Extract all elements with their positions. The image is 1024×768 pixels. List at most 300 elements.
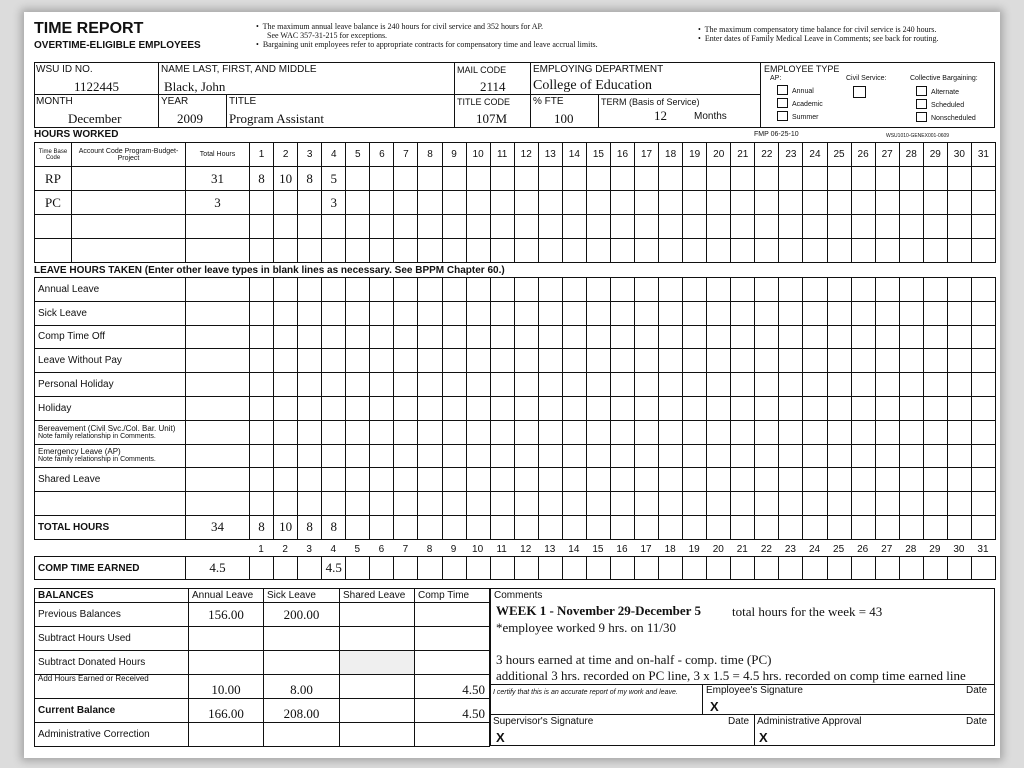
leave-day-cell[interactable] — [971, 325, 995, 349]
day-hours-cell[interactable] — [899, 191, 923, 215]
leave-day-cell[interactable] — [923, 396, 947, 420]
leave-day-cell[interactable] — [635, 325, 659, 349]
leave-day-cell[interactable] — [875, 349, 899, 373]
leave-day-cell[interactable] — [899, 444, 923, 468]
leave-day-cell[interactable] — [779, 373, 803, 397]
total-day-cell[interactable] — [370, 515, 394, 539]
leave-day-cell[interactable] — [610, 444, 634, 468]
leave-day-cell[interactable] — [538, 468, 562, 492]
day-hours-cell[interactable] — [971, 191, 995, 215]
day-hours-cell[interactable] — [370, 191, 394, 215]
leave-day-cell[interactable] — [731, 349, 755, 373]
day-hours-cell[interactable] — [635, 167, 659, 191]
leave-day-cell[interactable] — [274, 373, 298, 397]
leave-day-cell[interactable] — [923, 444, 947, 468]
leave-day-cell[interactable] — [370, 301, 394, 325]
leave-day-cell[interactable] — [298, 396, 322, 420]
comp-time-day-cell[interactable] — [466, 557, 490, 580]
day-hours-cell[interactable] — [370, 215, 394, 239]
leave-day-cell[interactable] — [683, 444, 707, 468]
leave-total-cell[interactable] — [186, 325, 250, 349]
leave-day-cell[interactable] — [370, 373, 394, 397]
day-hours-cell[interactable] — [947, 167, 971, 191]
leave-day-cell[interactable] — [490, 492, 514, 516]
balance-value-cell[interactable] — [340, 627, 415, 651]
day-hours-cell[interactable] — [707, 167, 731, 191]
leave-total-cell[interactable] — [186, 349, 250, 373]
balance-value-cell[interactable] — [415, 651, 490, 675]
day-hours-cell[interactable] — [562, 239, 586, 263]
day-hours-cell[interactable] — [971, 167, 995, 191]
total-day-cell[interactable] — [538, 515, 562, 539]
leave-day-cell[interactable] — [707, 301, 731, 325]
leave-day-cell[interactable] — [442, 349, 466, 373]
day-hours-cell[interactable] — [514, 239, 538, 263]
leave-day-cell[interactable] — [346, 325, 370, 349]
leave-day-cell[interactable] — [490, 301, 514, 325]
leave-day-cell[interactable] — [803, 468, 827, 492]
leave-day-cell[interactable] — [394, 444, 418, 468]
leave-day-cell[interactable] — [442, 420, 466, 444]
leave-total-cell[interactable] — [186, 420, 250, 444]
leave-day-cell[interactable] — [707, 278, 731, 302]
leave-day-cell[interactable] — [250, 396, 274, 420]
leave-day-cell[interactable] — [803, 278, 827, 302]
balance-value-cell[interactable] — [189, 723, 264, 747]
leave-day-cell[interactable] — [659, 349, 683, 373]
leave-day-cell[interactable] — [755, 373, 779, 397]
leave-day-cell[interactable] — [899, 301, 923, 325]
leave-day-cell[interactable] — [490, 278, 514, 302]
leave-day-cell[interactable] — [707, 349, 731, 373]
total-hours-cell[interactable] — [186, 215, 250, 239]
leave-day-cell[interactable] — [442, 492, 466, 516]
balance-value-cell[interactable]: 4.50 — [415, 699, 490, 723]
leave-day-cell[interactable] — [586, 349, 610, 373]
leave-day-cell[interactable] — [731, 396, 755, 420]
account-code-cell[interactable] — [72, 239, 186, 263]
leave-day-cell[interactable] — [322, 301, 346, 325]
balance-value-cell[interactable] — [189, 627, 264, 651]
total-day-cell[interactable] — [490, 515, 514, 539]
leave-day-cell[interactable] — [514, 444, 538, 468]
leave-day-cell[interactable] — [298, 278, 322, 302]
leave-day-cell[interactable] — [538, 349, 562, 373]
leave-day-cell[interactable] — [707, 325, 731, 349]
leave-day-cell[interactable] — [394, 468, 418, 492]
leave-day-cell[interactable] — [250, 420, 274, 444]
leave-day-cell[interactable] — [514, 325, 538, 349]
leave-day-cell[interactable] — [923, 301, 947, 325]
leave-day-cell[interactable] — [707, 373, 731, 397]
leave-day-cell[interactable] — [827, 468, 851, 492]
leave-day-cell[interactable] — [923, 349, 947, 373]
leave-day-cell[interactable] — [346, 301, 370, 325]
total-day-cell[interactable] — [683, 515, 707, 539]
leave-total-cell[interactable] — [186, 468, 250, 492]
comp-time-day-cell[interactable] — [707, 557, 731, 580]
leave-day-cell[interactable] — [803, 492, 827, 516]
day-hours-cell[interactable] — [298, 191, 322, 215]
leave-day-cell[interactable] — [947, 349, 971, 373]
leave-day-cell[interactable] — [803, 325, 827, 349]
leave-day-cell[interactable] — [394, 278, 418, 302]
comp-time-day-cell[interactable] — [683, 557, 707, 580]
day-hours-cell[interactable] — [466, 239, 490, 263]
day-hours-cell[interactable] — [851, 191, 875, 215]
leave-day-cell[interactable] — [466, 278, 490, 302]
balance-value-cell[interactable] — [264, 651, 340, 675]
balance-value-cell[interactable] — [415, 627, 490, 651]
day-hours-cell[interactable] — [586, 239, 610, 263]
leave-day-cell[interactable] — [586, 301, 610, 325]
leave-day-cell[interactable] — [418, 278, 442, 302]
leave-day-cell[interactable] — [899, 325, 923, 349]
day-hours-cell[interactable] — [659, 215, 683, 239]
leave-day-cell[interactable] — [418, 492, 442, 516]
day-hours-cell[interactable] — [659, 191, 683, 215]
comp-time-day-cell[interactable] — [803, 557, 827, 580]
leave-day-cell[interactable] — [370, 420, 394, 444]
ap-academic-checkbox[interactable] — [777, 98, 788, 108]
total-day-cell[interactable]: 8 — [250, 515, 274, 539]
comp-time-day-cell[interactable] — [851, 557, 875, 580]
leave-day-cell[interactable] — [274, 420, 298, 444]
leave-day-cell[interactable] — [851, 492, 875, 516]
leave-day-cell[interactable] — [707, 492, 731, 516]
leave-day-cell[interactable] — [635, 444, 659, 468]
comp-time-day-cell[interactable] — [755, 557, 779, 580]
day-hours-cell[interactable] — [322, 239, 346, 263]
leave-day-cell[interactable] — [779, 444, 803, 468]
comp-time-day-cell[interactable] — [610, 557, 634, 580]
day-hours-cell[interactable] — [779, 167, 803, 191]
leave-day-cell[interactable] — [514, 301, 538, 325]
balance-value-cell[interactable]: 10.00 — [189, 675, 264, 699]
civil-service-checkbox[interactable] — [853, 86, 866, 98]
leave-day-cell[interactable] — [947, 420, 971, 444]
balance-value-cell[interactable] — [340, 675, 415, 699]
leave-day-cell[interactable] — [947, 396, 971, 420]
leave-day-cell[interactable] — [875, 468, 899, 492]
leave-day-cell[interactable] — [851, 396, 875, 420]
leave-total-cell[interactable] — [186, 301, 250, 325]
leave-day-cell[interactable] — [947, 444, 971, 468]
leave-day-cell[interactable] — [851, 444, 875, 468]
day-hours-cell[interactable] — [707, 191, 731, 215]
comp-time-day-cell[interactable] — [514, 557, 538, 580]
leave-day-cell[interactable] — [683, 420, 707, 444]
leave-day-cell[interactable] — [346, 444, 370, 468]
comp-time-day-cell[interactable] — [779, 557, 803, 580]
bargain-nonscheduled-checkbox[interactable] — [916, 112, 927, 122]
leave-day-cell[interactable] — [610, 325, 634, 349]
day-hours-cell[interactable] — [442, 239, 466, 263]
leave-day-cell[interactable] — [562, 444, 586, 468]
leave-day-cell[interactable] — [971, 301, 995, 325]
total-day-cell[interactable] — [610, 515, 634, 539]
leave-day-cell[interactable] — [971, 396, 995, 420]
leave-day-cell[interactable] — [274, 278, 298, 302]
leave-day-cell[interactable] — [731, 373, 755, 397]
day-hours-cell[interactable]: 10 — [274, 167, 298, 191]
leave-day-cell[interactable] — [779, 396, 803, 420]
leave-day-cell[interactable] — [659, 444, 683, 468]
balance-value-cell[interactable]: 8.00 — [264, 675, 340, 699]
day-hours-cell[interactable] — [779, 215, 803, 239]
leave-day-cell[interactable] — [731, 325, 755, 349]
day-hours-cell[interactable] — [466, 191, 490, 215]
day-hours-cell[interactable] — [683, 215, 707, 239]
total-day-cell[interactable] — [875, 515, 899, 539]
total-day-cell[interactable] — [659, 515, 683, 539]
leave-day-cell[interactable] — [875, 420, 899, 444]
leave-day-cell[interactable] — [298, 349, 322, 373]
total-day-cell[interactable] — [466, 515, 490, 539]
leave-day-cell[interactable] — [707, 444, 731, 468]
balance-value-cell[interactable] — [189, 651, 264, 675]
leave-day-cell[interactable] — [971, 349, 995, 373]
leave-day-cell[interactable] — [875, 325, 899, 349]
leave-day-cell[interactable] — [250, 468, 274, 492]
leave-day-cell[interactable] — [466, 396, 490, 420]
day-hours-cell[interactable] — [346, 239, 370, 263]
leave-day-cell[interactable] — [322, 349, 346, 373]
total-day-cell[interactable] — [899, 515, 923, 539]
day-hours-cell[interactable] — [683, 239, 707, 263]
day-hours-cell[interactable] — [610, 215, 634, 239]
leave-day-cell[interactable] — [923, 420, 947, 444]
day-hours-cell[interactable] — [947, 191, 971, 215]
balance-value-cell[interactable]: 156.00 — [189, 603, 264, 627]
leave-day-cell[interactable] — [322, 373, 346, 397]
day-hours-cell[interactable] — [875, 239, 899, 263]
leave-day-cell[interactable] — [394, 325, 418, 349]
day-hours-cell[interactable] — [971, 215, 995, 239]
leave-day-cell[interactable] — [322, 396, 346, 420]
leave-day-cell[interactable] — [538, 420, 562, 444]
leave-day-cell[interactable] — [562, 278, 586, 302]
day-hours-cell[interactable] — [514, 167, 538, 191]
day-hours-cell[interactable] — [755, 167, 779, 191]
leave-day-cell[interactable] — [514, 468, 538, 492]
leave-day-cell[interactable] — [394, 301, 418, 325]
bargain-scheduled-checkbox[interactable] — [916, 99, 927, 109]
leave-day-cell[interactable] — [442, 278, 466, 302]
day-hours-cell[interactable] — [803, 239, 827, 263]
day-hours-cell[interactable] — [947, 239, 971, 263]
leave-day-cell[interactable] — [947, 373, 971, 397]
day-hours-cell[interactable] — [250, 239, 274, 263]
day-hours-cell[interactable] — [803, 191, 827, 215]
leave-day-cell[interactable] — [538, 301, 562, 325]
leave-day-cell[interactable] — [322, 420, 346, 444]
leave-day-cell[interactable] — [274, 468, 298, 492]
leave-day-cell[interactable] — [274, 396, 298, 420]
leave-day-cell[interactable] — [827, 396, 851, 420]
leave-day-cell[interactable] — [490, 468, 514, 492]
total-day-cell[interactable] — [971, 515, 995, 539]
total-day-cell[interactable] — [947, 515, 971, 539]
comp-time-day-cell[interactable] — [274, 557, 298, 580]
admin-approval-x[interactable]: X — [759, 730, 768, 745]
leave-day-cell[interactable] — [274, 444, 298, 468]
leave-day-cell[interactable] — [779, 301, 803, 325]
leave-day-cell[interactable] — [538, 278, 562, 302]
day-hours-cell[interactable] — [586, 167, 610, 191]
leave-day-cell[interactable] — [635, 301, 659, 325]
leave-day-cell[interactable] — [875, 278, 899, 302]
leave-day-cell[interactable] — [851, 420, 875, 444]
leave-day-cell[interactable] — [971, 444, 995, 468]
day-hours-cell[interactable] — [827, 215, 851, 239]
leave-day-cell[interactable] — [731, 420, 755, 444]
day-hours-cell[interactable] — [442, 191, 466, 215]
balance-value-cell[interactable] — [264, 723, 340, 747]
leave-day-cell[interactable] — [755, 278, 779, 302]
leave-day-cell[interactable] — [899, 420, 923, 444]
leave-day-cell[interactable] — [827, 349, 851, 373]
leave-day-cell[interactable] — [731, 468, 755, 492]
leave-day-cell[interactable] — [803, 444, 827, 468]
leave-day-cell[interactable] — [514, 420, 538, 444]
leave-day-cell[interactable] — [322, 492, 346, 516]
comp-time-day-cell[interactable] — [899, 557, 923, 580]
comp-time-day-cell[interactable] — [659, 557, 683, 580]
leave-day-cell[interactable] — [851, 468, 875, 492]
day-hours-cell[interactable] — [538, 239, 562, 263]
leave-day-cell[interactable] — [755, 444, 779, 468]
day-hours-cell[interactable] — [635, 239, 659, 263]
leave-day-cell[interactable] — [610, 373, 634, 397]
day-hours-cell[interactable] — [322, 215, 346, 239]
leave-day-cell[interactable] — [322, 278, 346, 302]
leave-day-cell[interactable] — [731, 492, 755, 516]
leave-day-cell[interactable] — [899, 278, 923, 302]
grand-total-cell[interactable]: 34 — [186, 515, 250, 539]
leave-day-cell[interactable] — [514, 492, 538, 516]
leave-day-cell[interactable] — [466, 420, 490, 444]
leave-day-cell[interactable] — [731, 444, 755, 468]
leave-day-cell[interactable] — [466, 349, 490, 373]
total-day-cell[interactable] — [418, 515, 442, 539]
leave-day-cell[interactable] — [731, 278, 755, 302]
title-code-value[interactable]: 107M — [476, 111, 508, 126]
leave-day-cell[interactable] — [683, 396, 707, 420]
leave-day-cell[interactable] — [562, 420, 586, 444]
leave-day-cell[interactable] — [322, 468, 346, 492]
total-hours-cell[interactable]: 3 — [186, 191, 250, 215]
leave-day-cell[interactable] — [875, 492, 899, 516]
day-hours-cell[interactable] — [803, 215, 827, 239]
leave-day-cell[interactable] — [635, 420, 659, 444]
leave-day-cell[interactable] — [683, 468, 707, 492]
leave-day-cell[interactable] — [635, 492, 659, 516]
leave-day-cell[interactable] — [947, 301, 971, 325]
leave-day-cell[interactable] — [683, 373, 707, 397]
day-hours-cell[interactable] — [683, 191, 707, 215]
day-hours-cell[interactable] — [779, 239, 803, 263]
comp-time-day-cell[interactable] — [442, 557, 466, 580]
leave-day-cell[interactable] — [250, 349, 274, 373]
leave-day-cell[interactable] — [635, 373, 659, 397]
leave-day-cell[interactable] — [466, 373, 490, 397]
leave-day-cell[interactable] — [610, 420, 634, 444]
time-base-code-cell[interactable]: RP — [35, 167, 72, 191]
leave-day-cell[interactable] — [803, 373, 827, 397]
leave-day-cell[interactable] — [923, 325, 947, 349]
leave-day-cell[interactable] — [635, 278, 659, 302]
leave-day-cell[interactable] — [346, 492, 370, 516]
comp-time-total-cell[interactable]: 4.5 — [186, 557, 250, 580]
account-code-cell[interactable] — [72, 167, 186, 191]
leave-day-cell[interactable] — [803, 396, 827, 420]
comp-time-day-cell[interactable] — [250, 557, 274, 580]
day-hours-cell[interactable] — [707, 239, 731, 263]
day-hours-cell[interactable] — [466, 167, 490, 191]
balance-value-cell[interactable] — [340, 699, 415, 723]
leave-day-cell[interactable] — [803, 301, 827, 325]
leave-day-cell[interactable] — [707, 396, 731, 420]
leave-day-cell[interactable] — [274, 301, 298, 325]
leave-day-cell[interactable] — [586, 444, 610, 468]
leave-day-cell[interactable] — [779, 278, 803, 302]
day-hours-cell[interactable] — [899, 239, 923, 263]
leave-day-cell[interactable] — [466, 492, 490, 516]
day-hours-cell[interactable] — [923, 167, 947, 191]
day-hours-cell[interactable] — [490, 215, 514, 239]
leave-day-cell[interactable] — [755, 325, 779, 349]
title-value[interactable]: Program Assistant — [229, 111, 324, 126]
day-hours-cell[interactable] — [442, 167, 466, 191]
leave-day-cell[interactable] — [490, 396, 514, 420]
day-hours-cell[interactable] — [586, 215, 610, 239]
day-hours-cell[interactable]: 8 — [250, 167, 274, 191]
leave-day-cell[interactable] — [610, 468, 634, 492]
day-hours-cell[interactable] — [394, 167, 418, 191]
day-hours-cell[interactable]: 8 — [298, 167, 322, 191]
leave-day-cell[interactable] — [610, 349, 634, 373]
day-hours-cell[interactable] — [370, 167, 394, 191]
leave-day-cell[interactable] — [971, 373, 995, 397]
day-hours-cell[interactable] — [418, 191, 442, 215]
day-hours-cell[interactable] — [683, 167, 707, 191]
leave-day-cell[interactable] — [683, 492, 707, 516]
leave-day-cell[interactable] — [875, 301, 899, 325]
leave-day-cell[interactable] — [827, 325, 851, 349]
leave-day-cell[interactable] — [827, 373, 851, 397]
leave-day-cell[interactable] — [827, 492, 851, 516]
day-hours-cell[interactable] — [346, 167, 370, 191]
comp-time-day-cell[interactable] — [827, 557, 851, 580]
day-hours-cell[interactable] — [923, 215, 947, 239]
total-day-cell[interactable] — [707, 515, 731, 539]
day-hours-cell[interactable] — [851, 239, 875, 263]
day-hours-cell[interactable] — [731, 215, 755, 239]
leave-day-cell[interactable] — [923, 468, 947, 492]
comp-time-day-cell[interactable] — [971, 557, 995, 580]
day-hours-cell[interactable] — [250, 215, 274, 239]
leave-day-cell[interactable] — [659, 468, 683, 492]
leave-total-cell[interactable] — [186, 444, 250, 468]
day-hours-cell[interactable] — [923, 191, 947, 215]
comp-time-day-cell[interactable] — [490, 557, 514, 580]
leave-day-cell[interactable] — [683, 349, 707, 373]
leave-day-cell[interactable] — [755, 301, 779, 325]
leave-day-cell[interactable] — [298, 301, 322, 325]
leave-day-cell[interactable] — [586, 373, 610, 397]
leave-day-cell[interactable] — [250, 325, 274, 349]
